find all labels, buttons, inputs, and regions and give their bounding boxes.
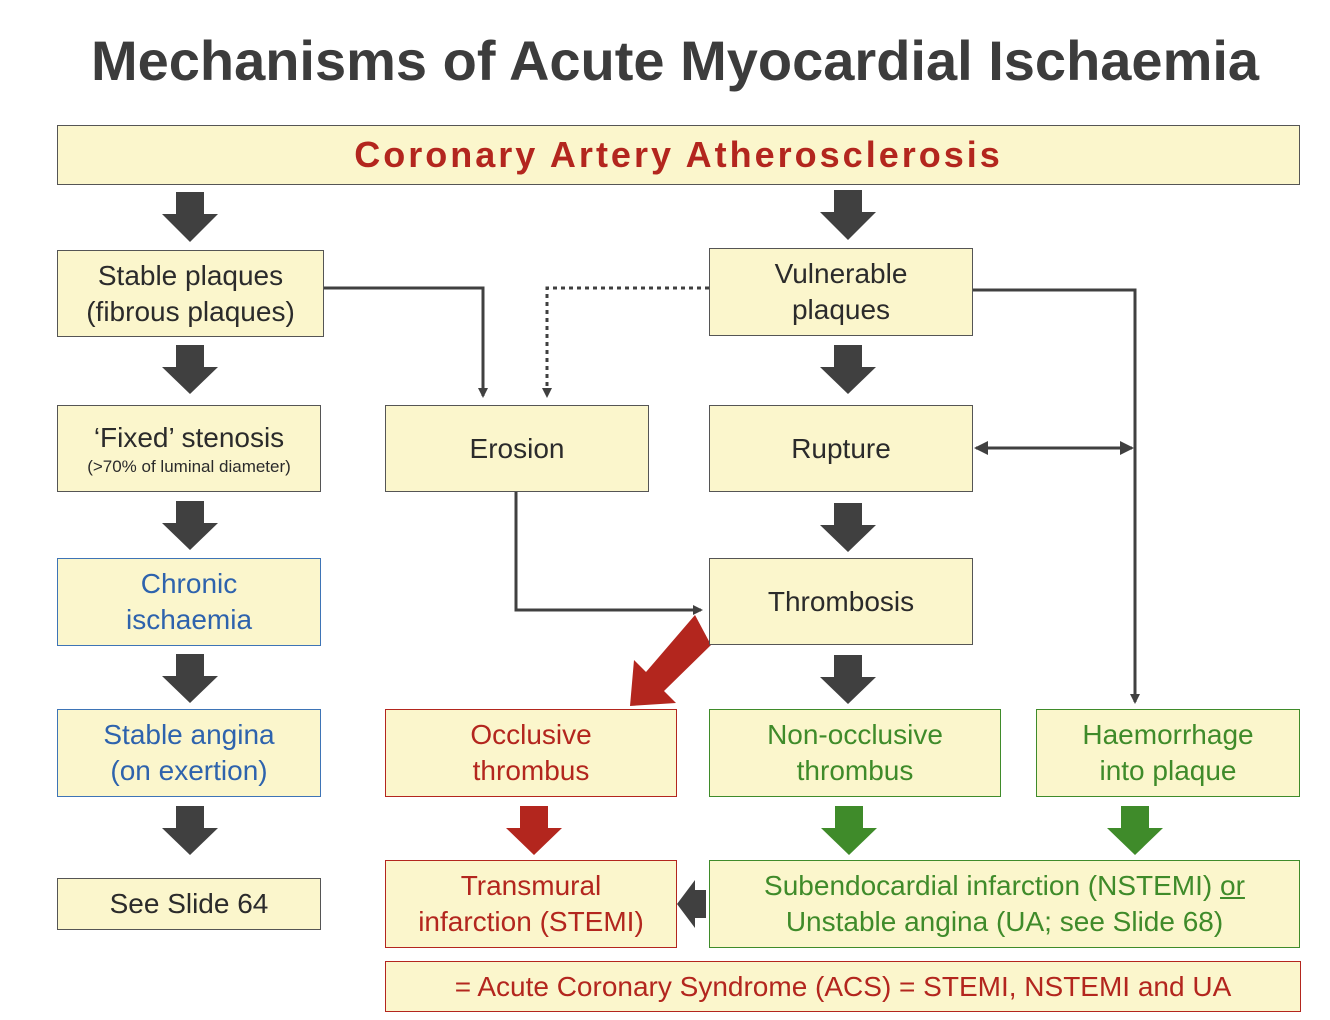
- block-arrow-vulnerable-to-rupture: [820, 345, 876, 394]
- haemorrhage-line1: Haemorrhage: [1082, 719, 1254, 750]
- subendocardial-or: or: [1220, 870, 1245, 901]
- erosion-box: [385, 405, 649, 492]
- chronic-ischaemia-box: [57, 558, 321, 646]
- block-arrow-cad-to-vulnerable: [820, 190, 876, 240]
- chronic-ischaemia-line2: ischaemia: [125, 604, 253, 635]
- thrombosis-box: [709, 558, 973, 645]
- dotted-line-vulnerable-to-erosion: [547, 288, 709, 396]
- line-stable-to-erosion: [324, 288, 483, 396]
- non-occlusive-thrombus-line2: thrombus: [796, 755, 914, 786]
- transmural-line2: infarction (STEMI): [418, 906, 644, 937]
- acs-definition-box: [385, 961, 1301, 1012]
- subendocardial-infarction-box: [709, 860, 1300, 948]
- rupture-label: Rupture: [791, 432, 891, 464]
- fixed-stenosis-note: (>70% of luminal diameter): [87, 456, 291, 476]
- see-slide-64-box: [57, 878, 321, 930]
- line-vulnerable-to-haemorrhage: [973, 290, 1135, 702]
- vulnerable-plaques-box: [709, 248, 973, 336]
- subendocardial-line1: [764, 868, 1245, 904]
- haemorrhage-into-plaque-box: [1036, 709, 1300, 797]
- see-slide-64-label: See Slide 64: [109, 888, 269, 919]
- thrombosis-label: Thrombosis: [767, 585, 915, 617]
- green-arrow-nonocclusive-to-subendo: [821, 806, 877, 855]
- green-arrow-haemorrhage-to-subendo: [1107, 806, 1163, 855]
- block-arrow-cad-to-stable: [162, 192, 218, 242]
- block-arrow-thrombosis-to-nonocclusive: [820, 655, 876, 704]
- block-arrow-rupture-to-thrombosis: [820, 503, 876, 552]
- transmural-line1: Transmural: [460, 870, 602, 901]
- rupture-box: [709, 405, 973, 492]
- non-occlusive-thrombus-box: [709, 709, 1001, 797]
- stable-angina-line2: (on exertion): [110, 755, 268, 786]
- occlusive-thrombus-line2: thrombus: [472, 755, 590, 786]
- haemorrhage-line2: into plaque: [1099, 755, 1237, 786]
- non-occlusive-thrombus-line1: Non-occlusive: [767, 719, 943, 750]
- stable-plaques-line1: Stable plaques: [97, 259, 284, 291]
- line-erosion-to-thrombosis: [516, 492, 701, 610]
- block-arrow-fixed-to-chronic: [162, 501, 218, 550]
- occlusive-thrombus-box: [385, 709, 677, 797]
- subendocardial-line1-main: Subendocardial infarction (NSTEMI): [764, 870, 1221, 901]
- red-arrow-thrombosis-to-occlusive: [630, 615, 711, 706]
- fixed-stenosis-box: [57, 405, 321, 492]
- chronic-ischaemia-line1: Chronic: [140, 568, 238, 599]
- vulnerable-plaques-line1: Vulnerable: [774, 258, 908, 289]
- red-arrow-occlusive-to-transmural: [506, 806, 562, 855]
- block-arrow-angina-to-slide64: [162, 806, 218, 855]
- acs-definition-label: = Acute Coronary Syndrome (ACS) = STEMI, NSTEMI and UA: [454, 970, 1232, 1002]
- coronary-artery-atherosclerosis-label: Coronary Artery Atherosclerosis: [354, 134, 1003, 175]
- stable-angina-line1: Stable angina: [103, 719, 275, 750]
- block-arrow-stable-to-fixed: [162, 345, 218, 394]
- page-title: Mechanisms of Acute Myocardial Ischaemia: [90, 29, 1260, 92]
- block-arrow-chronic-to-angina: [162, 654, 218, 703]
- stable-plaques-box: [57, 250, 324, 337]
- stable-plaques-line2: (fibrous plaques): [86, 295, 295, 327]
- fixed-stenosis-label: ‘Fixed’ stenosis: [93, 421, 285, 453]
- occlusive-thrombus-line1: Occlusive: [470, 719, 592, 750]
- stable-angina-box: [57, 709, 321, 797]
- coronary-artery-atherosclerosis-box: [57, 125, 1300, 185]
- subendocardial-line2: Unstable angina (UA; see Slide 68): [785, 906, 1224, 937]
- vulnerable-plaques-line2: plaques: [791, 294, 891, 325]
- block-arrow-subendo-to-transmural: [677, 880, 706, 928]
- erosion-label: Erosion: [469, 432, 565, 464]
- transmural-infarction-box: [385, 860, 677, 948]
